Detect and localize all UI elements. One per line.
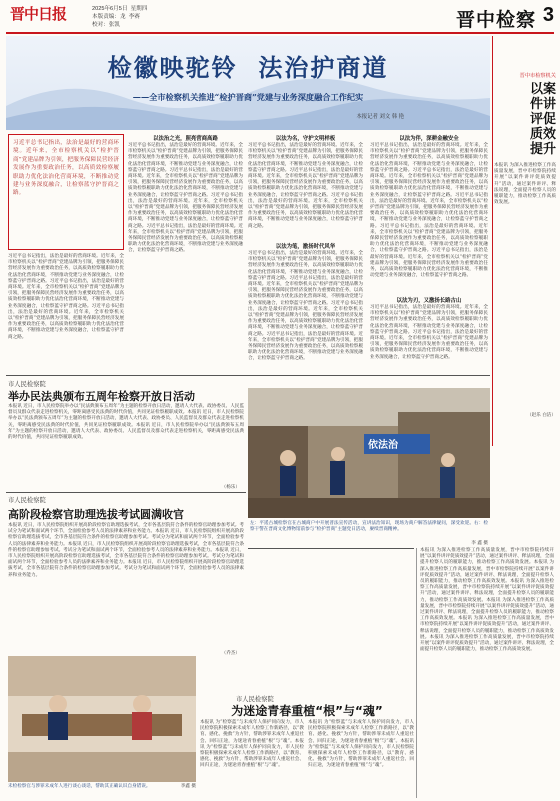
logo-text: 晋中日报 [10,5,67,23]
side-body-text: 本报讯 为深入推进检察工作高质量发展，晋中市检察院持续开展“以案件讲评促质效提升”活动，通过案件讲评、释法说理，全面提升检察人员的履职能力，推动检察工作高质效发展。 [494,163,556,206]
main-photo-graphic [248,388,490,518]
brief2-label: 市人民检察院 [8,497,46,504]
date: 2025年6月5日 [92,6,128,12]
designer: 李赛 [128,14,140,20]
masthead-logo [10,3,70,27]
main-subheadline [6,92,490,103]
side-headline-text: 以案件讲评促质效提升 [529,82,556,157]
masthead-rule [6,32,554,34]
main-byline-text: 本报记者 刘文 韩 艳 [356,114,404,120]
brief1-byline: （杨乐） [221,485,240,490]
main-story-body [128,134,490,388]
main-headline-text: 检徽映驼铃 法治护商道 [107,53,389,82]
right-lower-column: 本报讯 为深入推进检察工作高质量发展，晋中市检察院持续开展“以案件讲评促质效提升”活动，通过案件讲评、释法说理，全面提升检察人员的履职能力，推动检察工作高质效发展。本报讯 为深入推进检察工作高质量发展，晋中市检察院持续开展“以案件讲评促质效提升”活动，通过案件讲评、释法说理，全面提升检察人员的履职能力，推动检察工作高质效发展。本报讯 为深入推进检察工作高质量发展，晋中市检察院持续开展“以案件讲评促质效提升”活动，通过案件讲评、释法说理，全面提升检察人员的履职能力，推动检察工作高质效发展。本报讯 为深入推进检察工作高质量发展，晋中市检察院持续开展“以案件讲评促质效提升”活动，通过案件讲评、释法说理，全面提升检察人员的履职能力，推动检察工作高质效发展。本报讯 为深入推进检察工作高质量发展，晋中市检察院持续开展“以案件讲评促质效提升”活动，通过案件讲评、释法说理，全面提升检察人员的履职能力，推动检察工作高质效发展。本报讯 为深入推进检察工作高质量发展，晋中市检察院持续开展“以案件讲评促质效提升”活动，通过案件讲评、释法说理，全面提升检察人员的履职能力，推动检察工作高质效发展。 [420,548,554,653]
brief1-headline: 举办民法典颁布五周年检察开放日活动 [8,390,195,403]
story-col-3b: 习近平总书记指出，法治是最好的营商环境。近年来，全市检察机关以“检护晋商”党建品牌为引领，把服务保障民营经济发展作为重要政治任务，以高质效检察履职助力优化法治化营商环境，不断推动党建与业务深度融合，让检察蓝守护晋商之路。习近平总书记指出，法治是最好的营商环境。近年来，全市检察机关以“检护晋商”党建品牌为引领，把服务保障民营经济发展作为重要政治任务，以高质效检察履职助力优化法治化营商环境，不断推动党建与业务深度融合，让检察蓝守护晋商之路。 [370,305,488,360]
youth-body-2: 本报讯 为“检察蓝”与未成年人保护同向发力，市人民检察院积极探索未成年人检察工作新路径，以“教育、感化、挽救”为方针，帮助涉罪未成年人重返社会、回归正途，为迷途青春重植“根”与“魂”。本报讯 为“检察蓝”与未成年人保护同向发力，市人民检察院积极探索未成年人检察工作新路径，以“教育、感化、挽救”为方针，帮助涉罪未成年人重返社会、回归正途，为迷途青春重植“根”与“魂”。 [308,720,414,769]
youth-headline: 为迷途青春重植“根”与“魂” [231,704,383,718]
brief1-body: 本报讯 近日，市人民检察院举办以“民法典颁布五周年”为主题的检察开放日活动，邀请人大代表、政协委员、人民监督员及群众代表走进检察机关，零距离感受民法典的时代价值，共同见证检察履职成效。本报讯 近日，市人民检察院举办以“民法典颁布五周年”为主题的检察开放日活动，邀请人大代表、政协委员、人民监督员及群众代表走进检察机关，零距离感受民法典的时代价值，共同见证检察履职成效。本报讯 近日，市人民检察院举办以“民法典颁布五周年”为主题的检察开放日活动，邀请人大代表、政协委员、人民监督员及群众代表走进检察机关，零距离感受民法典的时代价值，共同见证检察履职成效。 [8,404,244,441]
story-col-2: 习近平总书记指出，法治是最好的营商环境。近年来，全市检察机关以“检护晋商”党建品牌为引领，把服务保障民营经济发展作为重要政治任务，以高质效检察履职助力优化法治化营商环境，不断推动党建与业务深度融合，让检察蓝守护晋商之路。习近平总书记指出，法治是最好的营商环境。近年来，全市检察机关以“检护晋商”党建品牌为引领，把服务保障民营经济发展作为重要政治任务，以高质效检察履职助力优化法治化营商环境，不断推动党建与业务深度融合，让检察蓝守护晋商之路。习近平总书记指出，法治是最好的营商环境。近年来，全市检察机关以“检护晋商”党建品牌为引领，把服务保障民营经济发展作为重要政治任务，以高质效检察履职助力优化法治化营商环境，不断推动党建与业务深度融合，让检察蓝守护晋商之路。 [248,143,363,229]
lead-text-content: 习近平总书记指出，法治是最好的营商环境。近年来，全市检察机关以“检护晋商”党建品牌为引领，把服务保障民营经济发展作为重要政治任务，以高质效检察履职助力优化法治化营商环境，不断推动党建与业务深度融合，让检察蓝守护晋商之路。 [13,140,119,197]
editor: 本版责编：龙 [92,14,126,20]
page-number-text: 3 [542,4,554,26]
brief2-headline: 高阶段检察官助理选拔考试圆满收官 [8,508,184,521]
youth-photo-credit: 李鑫 摄 [180,784,196,789]
subhead-4: 以法为伴，深耕金融安全 [399,136,459,142]
main-banner [6,36,490,130]
subhead-1: 以法治之光，照亮营商高路 [153,136,218,142]
story-col-3: 习近平总书记指出，法治是最好的营商环境。近年来，全市检察机关以“检护晋商”党建品牌为引领，把服务保障民营经济发展作为重要政治任务，以高质效检察履职助力优化法治化营商环境，不断推动党建与业务深度融合，让检察蓝守护晋商之路。习近平总书记指出，法治是最好的营商环境。近年来，全市检察机关以“检护晋商”党建品牌为引领，把服务保障民营经济发展作为重要政治任务，以高质效检察履职助力优化法治化营商环境，不断推动党建与业务深度融合，让检察蓝守护晋商之路。习近平总书记指出，法治是最好的营商环境。近年来，全市检察机关以“检护晋商”党建品牌为引领，把服务保障民营经济发展作为重要政治任务，以高质效检察履职助力优化法治化营商环境，不断推动党建与业务深度融合，让检察蓝守护晋商之路。习近平总书记指出，法治是最好的营商环境。近年来，全市检察机关以“检护晋商”党建品牌为引领，把服务保障民营经济发展作为重要政治任务，以高质效检察履职助力优化法治化营商环境，不断推动党建与业务深度融合，让检察蓝守护晋商之路。习近平总书记指出，法治是最好的营商环境。近年来，全市检察机关以“检护晋商”党建品牌为引领，把服务保障民营经济发展作为重要政治任务，以高质效检察履职助力优化法治化营商环境，不断推动党建与业务深度融合，让检察蓝守护晋商之路。 [370,143,488,279]
lead-box [8,134,124,250]
lead-text [13,139,119,198]
right-lower-divider [416,548,417,798]
main-photo-caption: 左：平遥古城检察官在古城商户中开展普法宣传活动，宣讲法治知识，现场为商户解答法律疑问，深受欢迎。右：检察干警在晋商文化博物馆前参与“检护晋商”主题党日活动，赓续晋商精神。 [250,521,488,533]
proof: 校对：张凯 [92,22,120,28]
photo-sign: 依法治 [368,440,398,451]
side-byline [494,413,556,419]
side-headline [494,82,556,157]
story-col-1: 习近平总书记指出，法治是最好的营商环境。近年来，全市检察机关以“检护晋商”党建品牌为引领，把服务保障民营经济发展作为重要政治任务，以高质效检察履职助力优化法治化营商环境，不断推动党建与业务深度融合，让检察蓝守护晋商之路。习近平总书记指出，法治是最好的营商环境。近年来，全市检察机关以“检护晋商”党建品牌为引领，把服务保障民营经济发展作为重要政治任务，以高质效检察履职助力优化法治化营商环境，不断推动党建与业务深度融合，让检察蓝守护晋商之路。习近平总书记指出，法治是最好的营商环境。近年来，全市检察机关以“检护晋商”党建品牌为引领，把服务保障民营经济发展作为重要政治任务，以高质效检察履职助力优化法治化营商环境，不断推动党建与业务深度融合，让检察蓝守护晋商之路。习近平总书记指出，法治是最好的营商环境。近年来，全市检察机关以“检护晋商”党建品牌为引领，把服务保障民营经济发展作为重要政治任务，以高质效检察履职助力优化法治化营商环境，不断推动党建与业务深度融合，让检察蓝守护晋商之路。 [128,143,243,254]
side-body [494,163,556,413]
main-subheadline-text: ——全市检察机关推进“检护晋商”党建与业务深度融合工作纪实 [132,92,364,102]
brief1-label: 市人民检察院 [8,381,46,388]
main-headline [6,48,490,83]
story-col-0: 习近平总书记指出，法治是最好的营商环境。近年来，全市检察机关以“检护晋商”党建品牌为引领，把服务保障民营经济发展作为重要政治任务，以高质效检察履职助力优化法治化营商环境，不断推动党建与业务深度融合，让检察蓝守护晋商之路。习近平总书记指出，法治是最好的营商环境。近年来，全市检察机关以“检护晋商”党建品牌为引领，把服务保障民营经济发展作为重要政治任务，以高质效检察履职助力优化法治化营商环境，不断推动党建与业务深度融合，让检察蓝守护晋商之路。习近平总书记指出，法治是最好的营商环境。近年来，全市检察机关以“检护晋商”党建品牌为引领，把服务保障民营经济发展作为重要政治任务，以高质效检察履职助力优化法治化营商环境，不断推动党建与业务深度融合，让检察蓝守护晋商之路。 [8,254,124,340]
page-number [543,4,554,27]
youth-photo-graphic [8,656,196,782]
rule-2 [6,492,246,493]
youth-photo [8,656,196,782]
section-title [456,5,536,32]
side-byline-text: （赵乐 白洁） [526,413,556,418]
section-title-text: 晋中检察 [455,9,536,31]
side-series-label [494,72,556,79]
weekday: 星期四 [130,6,148,12]
side-series-label-text: 晋中市检察机关 [519,73,556,79]
main-photo-credit: 李 鑫 摄 [471,541,488,546]
main-byline [356,112,404,120]
masthead-meta [92,5,252,29]
rule-1 [6,375,490,376]
youth-body-1: 本报讯 为“检察蓝”与未成年人保护同向发力，市人民检察院积极探索未成年人检察工作新路径，以“教育、感化、挽救”为方针，帮助涉罪未成年人重返社会、回归正途，为迷途青春重植“根”与“魂”。本报讯 为“检察蓝”与未成年人保护同向发力，市人民检察院积极探索未成年人检察工作新路径，以“教育、感化、挽救”为方针，帮助涉罪未成年人重返社会、回归正途，为迷途青春重植“根”与“魂”。 [200,720,304,769]
youth-photo-caption: 未检检察官与涉罪未成年人进行谈心谈话，帮助其正确认识自身错误。 [8,784,151,789]
brief2-body: 本报讯 近日，市人民检察院组织开展高阶段检察官助理选拔考试，全市各基层院符合条件的检察官助理参加考试。考试分为笔试和面试两个环节，全面检验参考人员的法律素养和业务能力。本报讯 近日，市人民检察院组织开展高阶段检察官助理选拔考试，全市各基层院符合条件的检察官助理参加考试。考试分为笔试和面试两个环节，全面检验参考人员的法律素养和业务能力。本报讯 近日，市人民检察院组织开展高阶段检察官助理选拔考试，全市各基层院符合条件的检察官助理参加考试。考试分为笔试和面试两个环节，全面检验参考人员的法律素养和业务能力。本报讯 近日，市人民检察院组织开展高阶段检察官助理选拔考试，全市各基层院符合条件的检察官助理参加考试。考试分为笔试和面试两个环节，全面检验参考人员的法律素养和业务能力。本报讯 近日，市人民检察院组织开展高阶段检察官助理选拔考试，全市各基层院符合条件的检察官助理参加考试。考试分为笔试和面试两个环节，全面检验参考人员的法律素养和业务能力。 [8,523,244,578]
subhead-2: 以法为名，守护文明样板 [275,136,336,142]
side-column [494,36,556,446]
rule-3 [248,548,414,549]
subhead-3: 以法为笔，激扬时代风华 [275,244,336,250]
subhead-5: 以法为刃，又激扬长路古山 [396,298,462,304]
side-column-divider [492,36,493,446]
youth-label: 市人民检察院 [236,696,274,703]
brief2-byline: （乔杰） [221,651,240,656]
story-col-2b: 习近平总书记指出，法治是最好的营商环境。近年来，全市检察机关以“检护晋商”党建品牌为引领，把服务保障民营经济发展作为重要政治任务，以高质效检察履职助力优化法治化营商环境，不断推动党建与业务深度融合，让检察蓝守护晋商之路。习近平总书记指出，法治是最好的营商环境。近年来，全市检察机关以“检护晋商”党建品牌为引领，把服务保障民营经济发展作为重要政治任务，以高质效检察履职助力优化法治化营商环境，不断推动党建与业务深度融合，让检察蓝守护晋商之路。习近平总书记指出，法治是最好的营商环境。近年来，全市检察机关以“检护晋商”党建品牌为引领，把服务保障民营经济发展作为重要政治任务，以高质效检察履职助力优化法治化营商环境，不断推动党建与业务深度融合，让检察蓝守护晋商之路。习近平总书记指出，法治是最好的营商环境。近年来，全市检察机关以“检护晋商”党建品牌为引领，把服务保障民营经济发展作为重要政治任务，以高质效检察履职助力优化法治化营商环境，不断推动党建与业务深度融合，让检察蓝守护晋商之路。 [248,251,363,362]
main-photo [248,388,490,518]
